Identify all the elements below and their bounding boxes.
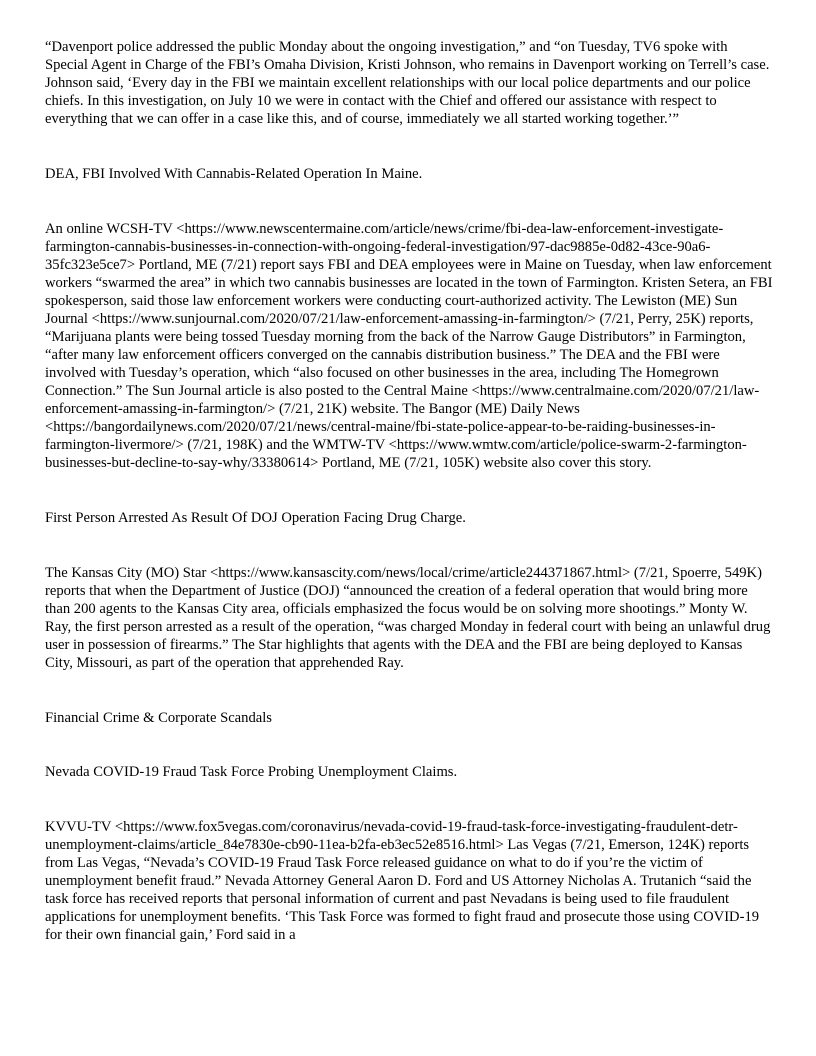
paragraph-kansas-city-operation: The Kansas City (MO) Star <https://www.kansascity.com/news/local/crime/article244371867.html> (7/21, Spoerre, 549K) reports that when the Department of Justice (DOJ) “announced the creation of a federal operation that would bring more than 200 agents to the Kansas City area, officials emphasized the focus would be on solving more shootings.” Monty W. Ray, the first person arrested as a result of the operation, “was charged Monday in federal court with being an unlawful drug user in possession of firearms.” The Star highlights that agents with the DEA and the FBI are being deployed to Kansas City, Missouri, as part of the operation that apprehended Ray. (45, 565, 771, 671)
document-page (45, 38, 773, 944)
paragraph-davenport-investigation: “Davenport police addressed the public Monday about the ongoing investigation,” and “on Tuesday, TV6 spoke with Special Agent in Charge of the FBI’s Omaha Division, Kristi Johnson, who remains in Davenport working on Terrell’s case. Johnson said, ‘Every day in the FBI we maintain excellent relationships with our local police departments and our police chiefs. In this investigation, on July 10 we were in contact with the Chief and offered our assistance with respect to everything that we can offer in a case like this, and of course, immediately we all started working together.’” (45, 39, 770, 127)
paragraph-spacer (45, 128, 773, 165)
section-heading-financial-crime: Financial Crime & Corporate Scandals (45, 710, 272, 726)
paragraph-spacer (45, 472, 773, 509)
paragraph-spacer (45, 727, 773, 763)
headline-dea-fbi-maine: DEA, FBI Involved With Cannabis-Related Operation In Maine. (45, 166, 423, 182)
paragraph-spacer (45, 672, 773, 709)
paragraph-nevada-unemployment-fraud: KVVU-TV <https://www.fox5vegas.com/coronavirus/nevada-covid-19-fraud-task-force-investigating-fraudulent-detr-unemployment-claims/article_84e7830e-cb90-11ea-b2fa-eb3ec52e8516.html> Las Vegas (7/21, Emerson, 124K) reports from Las Vegas, “Nevada’s COVID-19 Fraud Task Force released guidance on what to do if you’re the victim of unemployment benefit fraud.” Nevada Attorney General Aaron D. Ford and US Attorney Nicholas A. Trutanich “said the task force has received reports that personal information of current and past Nevadans is being used to file fraudulent applications for unemployment benefits. ‘This Task Force was formed to fight fraud and prosecute those using COVID-19 for their own financial gain,’ Ford said in a (45, 819, 760, 943)
headline-doj-first-arrest: First Person Arrested As Result Of DOJ Operation Facing Drug Charge. (45, 510, 466, 526)
paragraph-maine-cannabis-operation: An online WCSH-TV <https://www.newscentermaine.com/article/news/crime/fbi-dea-law-enforcement-investigate-farmington-cannabis-businesses-in-connection-with-ongoing-federal-investigation/97-dac9885e-0d82-43ce-90a6-35fc323e5ce7> Portland, ME (7/21) report says FBI and DEA employees were in Maine on Tuesday, when law enforcement workers “swarmed the area” in which two cannabis businesses are located in the town of Farmington. Kristen Setera, an FBI spokesperson, said those law enforcement workers were conducting court-authorized activity. The Lewiston (ME) Sun Journal <https://www.sunjournal.com/2020/07/21/law-enforcement-amassing-in-farmington/> (7/21, Perry, 25K) reports, “Marijuana plants were being tossed Tuesday morning from the back of the Narrow Gauge Distributors” in Farmington, “after many law enforcement officers converged on the cannabis distribution business.” The DEA and the FBI were involved with Tuesday’s operation, which “also focused on other businesses in the area, including The Homegrown Connection.” The Sun Journal article is also posted to the Central Maine <https://www.centralmaine.com/2020/07/21/law-enforcement-amassing-in-farmington/> (7/21, 21K) website. The Bangor (ME) Daily News <https://bangordailynews.com/2020/07/21/news/central-maine/fbi-state-police-appear-to-be-raiding-businesses-in-farmington-livermore/> (7/21, 198K) and the WMTW-TV <https://www.wmtw.com/article/police-swarm-2-farmington-businesses-but-decline-to-say-why/33380614> Portland, ME (7/21, 105K) website also cover this story. (45, 221, 773, 471)
paragraph-spacer (45, 781, 773, 818)
paragraph-spacer (45, 183, 773, 220)
headline-nevada-fraud-task-force: Nevada COVID-19 Fraud Task Force Probing Unemployment Claims. (45, 764, 458, 780)
paragraph-spacer (45, 527, 773, 564)
